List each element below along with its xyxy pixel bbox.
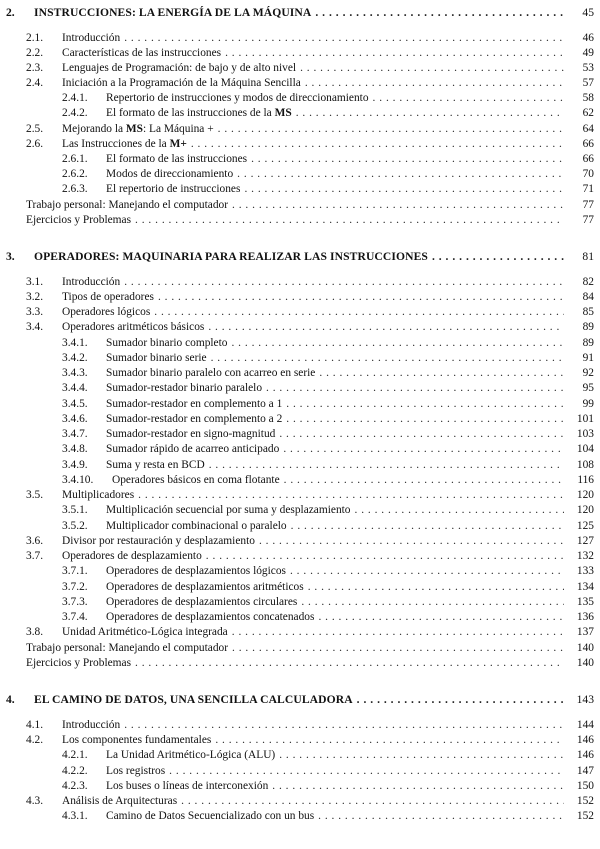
entry-number: 3.6. bbox=[26, 535, 44, 547]
dot-leader bbox=[138, 489, 564, 501]
dot-leader bbox=[135, 657, 564, 669]
entry-title bbox=[106, 168, 233, 180]
entry-title-text: Iniciación a la Programación de la Máquina Sencilla bbox=[62, 77, 301, 89]
toc-entry bbox=[0, 520, 600, 534]
chapter-entry bbox=[0, 6, 600, 20]
entry-title bbox=[106, 780, 268, 792]
page-number: 144 bbox=[576, 719, 594, 731]
page-number: 108 bbox=[576, 459, 594, 471]
toc-entry bbox=[0, 550, 600, 564]
entry-title bbox=[62, 77, 301, 89]
entry-title bbox=[62, 306, 150, 318]
entry-title bbox=[106, 428, 275, 440]
entry-title-text: Modos de direccionamiento bbox=[106, 168, 234, 180]
entry-number: 3.4.4. bbox=[62, 382, 88, 394]
page-number: 62 bbox=[582, 107, 594, 119]
toc-entry bbox=[0, 443, 600, 457]
entry-title-text: Sumador-restador en complemento a 2 bbox=[106, 413, 283, 425]
page-number: 53 bbox=[582, 62, 594, 74]
entry-title-text: EL CAMINO DE DATOS, UNA SENCILLA CALCULADORA bbox=[34, 693, 353, 706]
page-number: 135 bbox=[576, 596, 594, 608]
entry-title-text: Suma y resta en BCD bbox=[106, 459, 205, 471]
entry-title-text: Trabajo personal: Manejando el computador bbox=[26, 199, 229, 211]
entry-title bbox=[106, 749, 275, 761]
toc-entry bbox=[0, 92, 600, 106]
toc-entry bbox=[0, 276, 600, 290]
page-number: 120 bbox=[576, 489, 594, 501]
toc-entry bbox=[0, 474, 600, 488]
entry-title-text: Introducción bbox=[62, 32, 121, 44]
entry-title bbox=[62, 321, 204, 333]
toc-entry bbox=[0, 535, 600, 549]
dot-leader bbox=[191, 138, 564, 150]
dot-leader bbox=[308, 581, 564, 593]
dot-leader bbox=[296, 107, 564, 119]
entry-title bbox=[106, 504, 351, 516]
page-number: 146 bbox=[576, 734, 594, 746]
entry-number: 3.5.1. bbox=[62, 504, 88, 516]
entry-title bbox=[106, 183, 240, 195]
dot-leader bbox=[300, 62, 564, 74]
dot-leader bbox=[432, 250, 564, 263]
dot-leader bbox=[231, 337, 564, 349]
toc-entry bbox=[0, 765, 600, 779]
entry-title bbox=[106, 92, 369, 104]
entry-title-text: Operadores de desplazamientos circulares bbox=[106, 596, 298, 608]
dot-leader bbox=[301, 596, 564, 608]
entry-title-bold: MS bbox=[125, 123, 143, 135]
entry-title bbox=[106, 565, 286, 577]
entry-title-text: El formato de las instrucciones bbox=[106, 153, 248, 165]
dot-leader bbox=[266, 382, 564, 394]
toc-entry bbox=[0, 47, 600, 61]
entry-title-text: Operadores de desplazamientos concatenados bbox=[106, 611, 315, 623]
page-number: 140 bbox=[576, 642, 594, 654]
toc-entry bbox=[0, 626, 600, 640]
entry-title-text: Análisis de Arquitecturas bbox=[62, 795, 178, 807]
entry-number: 3.5.2. bbox=[62, 520, 88, 532]
entry-title bbox=[106, 352, 207, 364]
dot-leader bbox=[286, 413, 564, 425]
page-number: 147 bbox=[576, 765, 594, 777]
toc-entry bbox=[0, 596, 600, 610]
page-number: 66 bbox=[582, 153, 594, 165]
entry-title-text: Sumador rápido de acarreo anticipado bbox=[106, 443, 280, 455]
page-number: 132 bbox=[576, 550, 594, 562]
page-number: 140 bbox=[576, 657, 594, 669]
entry-title-text: Sumador binario completo bbox=[106, 337, 228, 349]
entry-title-text: Sumador-restador en complemento a 1 bbox=[106, 398, 283, 410]
page-number: 146 bbox=[576, 749, 594, 761]
toc-entry bbox=[0, 565, 600, 579]
entry-title-text: Sumador binario paralelo con acarreo en serie bbox=[106, 367, 316, 379]
toc-entry bbox=[0, 581, 600, 595]
dot-leader bbox=[283, 443, 564, 455]
entry-title-text: Ejercicios y Problemas bbox=[26, 214, 132, 226]
toc-entry bbox=[0, 77, 600, 91]
entry-title-text: Tipos de operadores bbox=[62, 291, 154, 303]
page-number: 101 bbox=[576, 413, 594, 425]
toc-entry bbox=[0, 810, 600, 824]
entry-number: 3.7.3. bbox=[62, 596, 88, 608]
dot-leader bbox=[232, 626, 564, 638]
toc-entry bbox=[0, 367, 600, 381]
dot-leader bbox=[124, 719, 564, 731]
dot-leader bbox=[124, 32, 564, 44]
entry-title bbox=[34, 6, 311, 19]
entry-number: 4.3.1. bbox=[62, 810, 88, 822]
entry-title bbox=[106, 596, 297, 608]
entry-number: 4.1. bbox=[26, 719, 44, 731]
toc-entry bbox=[0, 719, 600, 733]
entry-number: 3.4.3. bbox=[62, 367, 88, 379]
entry-title-text: Multiplicadores bbox=[62, 489, 135, 501]
entry-title bbox=[62, 550, 202, 562]
entry-title bbox=[106, 398, 282, 410]
entry-number: 3.8. bbox=[26, 626, 44, 638]
entry-title bbox=[26, 657, 131, 669]
entry-title-text: Sumador-restador en signo-magnitud bbox=[106, 428, 276, 440]
page-number: 66 bbox=[582, 138, 594, 150]
page-number: 70 bbox=[582, 168, 594, 180]
page-number: 136 bbox=[576, 611, 594, 623]
page-number: 71 bbox=[582, 183, 594, 195]
page-number: 134 bbox=[576, 581, 594, 593]
dot-leader bbox=[290, 565, 564, 577]
page-number: 58 bbox=[582, 92, 594, 104]
entry-title-text: Operadores de desplazamientos aritméticos bbox=[106, 581, 304, 593]
entry-number: 4.2. bbox=[26, 734, 44, 746]
dot-leader bbox=[272, 780, 564, 792]
dot-leader bbox=[259, 535, 564, 547]
toc-entry bbox=[0, 168, 600, 182]
entry-title bbox=[106, 765, 165, 777]
page-number: 91 bbox=[582, 352, 594, 364]
entry-title-text: Multiplicación secuencial por suma y desplazamiento bbox=[106, 504, 351, 516]
entry-title bbox=[106, 107, 292, 119]
toc-entry bbox=[0, 214, 600, 228]
dot-leader bbox=[169, 765, 564, 777]
entry-number: 2.1. bbox=[26, 32, 44, 44]
page-number: 152 bbox=[576, 795, 594, 807]
entry-title bbox=[62, 123, 214, 135]
entry-number: 3.4.6. bbox=[62, 413, 88, 425]
dot-leader bbox=[357, 693, 564, 706]
dot-leader bbox=[291, 520, 564, 532]
dot-leader bbox=[355, 504, 564, 516]
entry-title bbox=[62, 47, 221, 59]
entry-title-text: Operadores de desplazamiento bbox=[62, 550, 202, 562]
page-number: 152 bbox=[576, 810, 594, 822]
toc-entry bbox=[0, 337, 600, 351]
toc-entry bbox=[0, 321, 600, 335]
entry-title bbox=[26, 214, 131, 226]
dot-leader bbox=[124, 276, 564, 288]
entry-title-bold: M+ bbox=[169, 138, 187, 150]
entry-title-text: Características de las instrucciones bbox=[62, 47, 222, 59]
toc-entry bbox=[0, 352, 600, 366]
dot-leader bbox=[319, 367, 564, 379]
dot-leader bbox=[232, 199, 564, 211]
entry-title-text: Unidad Aritmético-Lógica integrada bbox=[62, 626, 228, 638]
entry-title-text: Los registros bbox=[106, 765, 166, 777]
dot-leader bbox=[208, 321, 564, 333]
entry-title bbox=[106, 443, 279, 455]
entry-number: 3.4.7. bbox=[62, 428, 88, 440]
page-number: 103 bbox=[576, 428, 594, 440]
dot-leader bbox=[284, 474, 564, 486]
chapter-entry bbox=[0, 250, 600, 264]
entry-number: 2.5. bbox=[26, 123, 44, 135]
page-number: 104 bbox=[576, 443, 594, 455]
entry-title bbox=[106, 367, 315, 379]
entry-title-text: Los buses o líneas de interconexión bbox=[106, 780, 269, 792]
toc-entry bbox=[0, 183, 600, 197]
dot-leader bbox=[286, 398, 564, 410]
entry-title bbox=[106, 520, 287, 532]
page-number: 120 bbox=[576, 504, 594, 516]
page-number: 77 bbox=[582, 214, 594, 226]
entry-number: 2.4.2. bbox=[62, 107, 88, 119]
entry-title bbox=[106, 581, 304, 593]
entry-title-text: Introducción bbox=[62, 719, 121, 731]
dot-leader bbox=[158, 291, 564, 303]
entry-number: 3.7.4. bbox=[62, 611, 88, 623]
page-number: 116 bbox=[577, 474, 594, 486]
toc-entry bbox=[0, 32, 600, 46]
entry-title bbox=[62, 489, 134, 501]
toc-entry bbox=[0, 291, 600, 305]
entry-title-text: El formato de las instrucciones de la bbox=[106, 107, 272, 119]
entry-title-text: Ejercicios y Problemas bbox=[26, 657, 132, 669]
dot-leader bbox=[237, 168, 564, 180]
entry-number: 3.4.10. bbox=[62, 474, 94, 486]
entry-title-text: Lenguajes de Programación: de bajo y de alto nivel bbox=[62, 62, 297, 74]
entry-title bbox=[62, 138, 187, 150]
entry-number: 2.2. bbox=[26, 47, 44, 59]
entry-number: 4.2.3. bbox=[62, 780, 88, 792]
entry-title-text: Repertorio de instrucciones y modos de direccionamiento bbox=[106, 92, 369, 104]
entry-title bbox=[106, 413, 282, 425]
dot-leader bbox=[154, 306, 564, 318]
toc-entry bbox=[0, 123, 600, 137]
page-number: 89 bbox=[582, 337, 594, 349]
entry-number: 3. bbox=[6, 250, 15, 263]
page-number: 81 bbox=[582, 250, 594, 263]
entry-number: 3.5. bbox=[26, 489, 44, 501]
page-number: 92 bbox=[582, 367, 594, 379]
entry-number: 2.4.1. bbox=[62, 92, 88, 104]
dot-leader bbox=[279, 428, 564, 440]
entry-title bbox=[62, 62, 296, 74]
page-number: 137 bbox=[576, 626, 594, 638]
dot-leader bbox=[181, 795, 564, 807]
dot-leader bbox=[206, 550, 564, 562]
dot-leader bbox=[225, 47, 564, 59]
entry-title-text: OPERADORES: MAQUINARIA PARA REALIZAR LAS INSTRUCCIONES bbox=[34, 250, 428, 263]
entry-title-text: Operadores básicos en coma flotante bbox=[112, 474, 280, 486]
toc-entry bbox=[0, 306, 600, 320]
entry-number: 3.4. bbox=[26, 321, 44, 333]
page-number: 125 bbox=[576, 520, 594, 532]
page-number: 99 bbox=[582, 398, 594, 410]
toc-entry bbox=[0, 199, 600, 213]
entry-title bbox=[62, 291, 154, 303]
entry-number: 3.3. bbox=[26, 306, 44, 318]
toc-entry bbox=[0, 489, 600, 503]
entry-number: 3.7. bbox=[26, 550, 44, 562]
entry-number: 4.2.1. bbox=[62, 749, 88, 761]
toc-entry bbox=[0, 413, 600, 427]
entry-number: 2.6. bbox=[26, 138, 44, 150]
dot-leader bbox=[211, 352, 564, 364]
entry-title bbox=[34, 250, 428, 263]
dot-leader bbox=[135, 214, 564, 226]
entry-title-text: Sumador binario serie bbox=[106, 352, 207, 364]
dot-leader bbox=[232, 642, 564, 654]
page-number: 89 bbox=[582, 321, 594, 333]
toc-entry bbox=[0, 428, 600, 442]
entry-title bbox=[62, 32, 120, 44]
entry-title bbox=[62, 795, 177, 807]
toc-entry bbox=[0, 107, 600, 121]
dot-leader bbox=[215, 734, 564, 746]
entry-title-text: El repertorio de instrucciones bbox=[106, 183, 241, 195]
page-number: 57 bbox=[582, 77, 594, 89]
dot-leader bbox=[373, 92, 564, 104]
entry-title-text: Mejorando la bbox=[62, 123, 124, 135]
toc-entry bbox=[0, 504, 600, 518]
entry-title-text: La Unidad Aritmético-Lógica (ALU) bbox=[106, 749, 276, 761]
page-number: 64 bbox=[582, 123, 594, 135]
entry-title bbox=[62, 276, 120, 288]
entry-title-text: Operadores de desplazamientos lógicos bbox=[106, 565, 286, 577]
entry-title bbox=[34, 693, 353, 706]
entry-number: 3.7.2. bbox=[62, 581, 88, 593]
entry-title bbox=[112, 474, 280, 486]
toc-entry bbox=[0, 657, 600, 671]
toc-entry bbox=[0, 138, 600, 152]
entry-title bbox=[106, 153, 247, 165]
toc-entry bbox=[0, 734, 600, 748]
entry-number: 2.6.3. bbox=[62, 183, 88, 195]
entry-title bbox=[62, 719, 120, 731]
entry-title bbox=[106, 611, 314, 623]
chapter-entry bbox=[0, 693, 600, 707]
toc-entry bbox=[0, 795, 600, 809]
entry-number: 2.6.2. bbox=[62, 168, 88, 180]
entry-title bbox=[62, 535, 255, 547]
page-number: 143 bbox=[576, 693, 594, 706]
entry-number: 3.4.9. bbox=[62, 459, 88, 471]
entry-title bbox=[106, 810, 314, 822]
dot-leader bbox=[279, 749, 564, 761]
dot-leader bbox=[305, 77, 564, 89]
dot-leader bbox=[218, 123, 564, 135]
toc-entry bbox=[0, 780, 600, 794]
toc-entry bbox=[0, 459, 600, 473]
toc-entry bbox=[0, 62, 600, 76]
page-number: 77 bbox=[582, 199, 594, 211]
entry-title bbox=[106, 459, 205, 471]
entry-title-text: Divisor por restauración y desplazamiento bbox=[62, 535, 255, 547]
toc-entry bbox=[0, 611, 600, 625]
entry-number: 2.4. bbox=[26, 77, 44, 89]
toc-entry bbox=[0, 398, 600, 412]
page-number: 84 bbox=[582, 291, 594, 303]
page-number: 85 bbox=[582, 306, 594, 318]
entry-title bbox=[106, 337, 227, 349]
entry-title-text: Operadores aritméticos básicos bbox=[62, 321, 205, 333]
entry-number: 2. bbox=[6, 6, 15, 19]
entry-title-text: Operadores lógicos bbox=[62, 306, 151, 318]
dot-leader bbox=[244, 183, 564, 195]
entry-title bbox=[26, 199, 228, 211]
entry-number: 3.7.1. bbox=[62, 565, 88, 577]
toc-entry bbox=[0, 382, 600, 396]
page-number: 49 bbox=[582, 47, 594, 59]
dot-leader bbox=[251, 153, 564, 165]
entry-title-text: Sumador-restador binario paralelo bbox=[106, 382, 263, 394]
entry-title-text: Los componentes fundamentales bbox=[62, 734, 212, 746]
entry-number: 2.6.1. bbox=[62, 153, 88, 165]
entry-title-text: Trabajo personal: Manejando el computador bbox=[26, 642, 229, 654]
entry-title-text: INSTRUCCIONES: LA ENERGÍA DE LA MÁQUINA bbox=[34, 6, 312, 19]
toc-entry bbox=[0, 153, 600, 167]
entry-title-suffix: : La Máquina + bbox=[143, 123, 214, 135]
entry-number: 4. bbox=[6, 693, 15, 706]
entry-number: 4.3. bbox=[26, 795, 44, 807]
toc-entry bbox=[0, 642, 600, 656]
entry-title-text: Camino de Datos Secuencializado con un bus bbox=[106, 810, 315, 822]
entry-title-bold: MS bbox=[274, 107, 292, 119]
page-number: 133 bbox=[576, 565, 594, 577]
entry-title-text: Introducción bbox=[62, 276, 121, 288]
entry-title-text: Multiplicador combinacional o paralelo bbox=[106, 520, 287, 532]
page-number: 45 bbox=[582, 6, 594, 19]
entry-number: 3.2. bbox=[26, 291, 44, 303]
entry-title bbox=[106, 382, 262, 394]
dot-leader bbox=[315, 6, 564, 19]
page-number: 46 bbox=[582, 32, 594, 44]
entry-number: 2.3. bbox=[26, 62, 44, 74]
toc-entry bbox=[0, 749, 600, 763]
entry-title-text: Las Instrucciones de la bbox=[62, 138, 167, 150]
page-number: 150 bbox=[576, 780, 594, 792]
entry-number: 3.4.2. bbox=[62, 352, 88, 364]
entry-number: 4.2.2. bbox=[62, 765, 88, 777]
entry-title bbox=[26, 642, 228, 654]
page-number: 95 bbox=[582, 382, 594, 394]
page-number: 127 bbox=[576, 535, 594, 547]
entry-title bbox=[62, 734, 211, 746]
dot-leader bbox=[209, 459, 564, 471]
dot-leader bbox=[318, 810, 564, 822]
entry-title bbox=[62, 626, 228, 638]
entry-number: 3.4.1. bbox=[62, 337, 88, 349]
entry-number: 3.4.5. bbox=[62, 398, 88, 410]
entry-number: 3.1. bbox=[26, 276, 44, 288]
entry-number: 3.4.8. bbox=[62, 443, 88, 455]
page-number: 82 bbox=[582, 276, 594, 288]
dot-leader bbox=[318, 611, 564, 623]
